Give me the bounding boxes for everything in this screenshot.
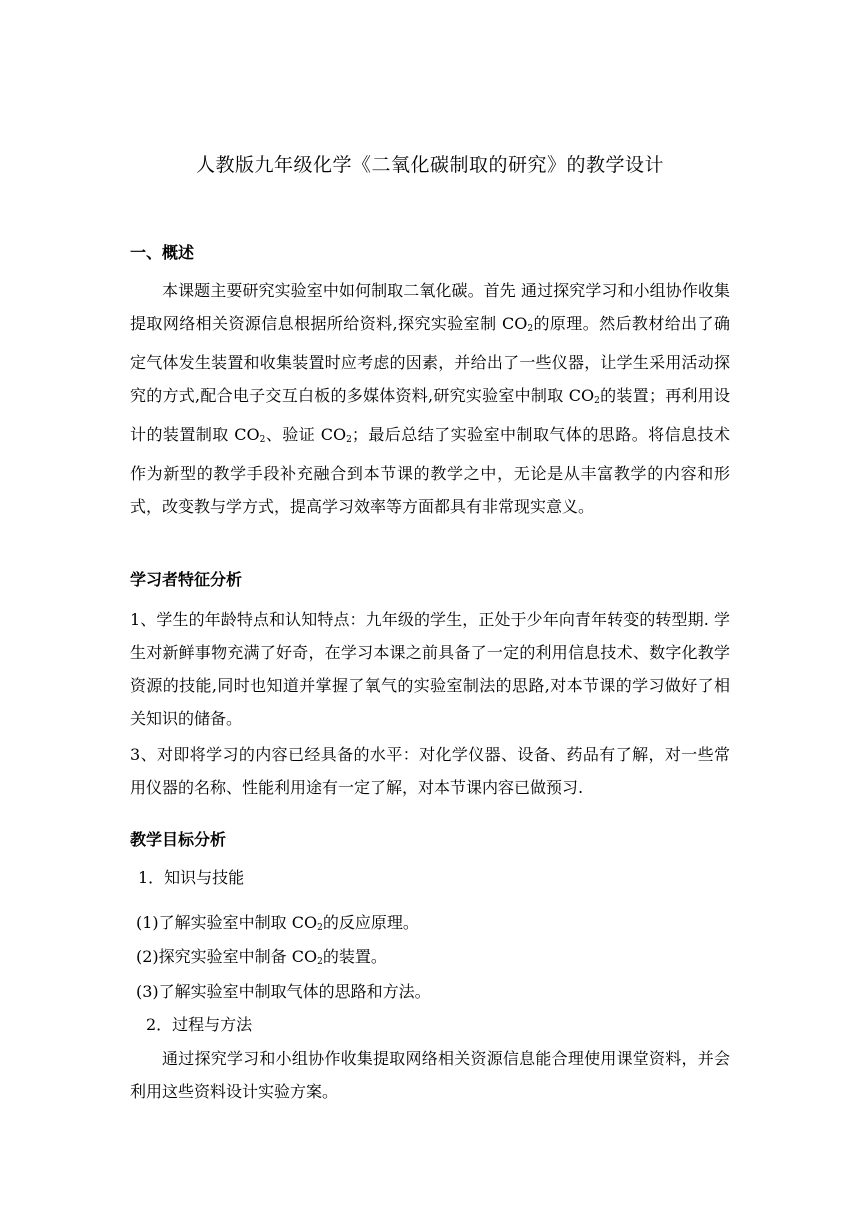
subscript: 2: [317, 957, 323, 967]
objective-subheading-knowledge: 1．知识与技能: [138, 868, 245, 887]
document-title: 人教版九年级化学《二氧化碳制取的研究》的教学设计: [195, 154, 664, 176]
subscript: 2: [527, 324, 534, 334]
objective-item-1-text-end: 的反应原理。: [322, 913, 419, 932]
overview-text-2: 的原理。然后教材给出了确定气体发生装置和收集装置时应考虑的因素，并给出了一些仪器，让学生采用活动探究的方式,配合电子交互白板的多媒体资料,研究实验室中制取 CO: [130, 314, 730, 405]
objective-item-2: [136, 944, 387, 967]
objective-item-3: (3)了解实验室中制取气体的思路和方法。: [136, 982, 431, 1001]
process-paragraph: 通过探究学习和小组协作收集提取网络相关资源信息能合理使用课堂资料，并会利用这些资料设计实验方案。: [130, 1049, 730, 1101]
section-heading-learner-analysis: 学习者特征分析: [130, 570, 243, 589]
subscript: 2: [317, 923, 323, 933]
subscript: 2: [259, 435, 266, 445]
section-heading-overview: 一、概述: [130, 243, 195, 262]
overview-text-3: 的装置；再利用设计的装置制取 CO: [130, 386, 730, 444]
overview-paragraph: [130, 274, 730, 523]
subscript: 2: [594, 396, 600, 406]
objective-item-2-text-end: 的装置。: [322, 947, 387, 966]
overview-text-5: ；最后总结了实验室中制取气体的思路。将信息技术作为新型的教学手段补充融合到本节课的教学之中，无论是从丰富教学的内容和形式，改变教与学方式，提高学习效率等方面都具有非常现实意义。: [130, 425, 730, 516]
objective-item-1-text: (1)了解实验室中制取 CO: [136, 913, 318, 932]
overview-text-1: 本课题主要研究实验室中如何制取二氧化碳。首先 通过探究学习和小组协作收集提取网络相关资源信息根据所给资料,探究实验室制 CO: [130, 281, 730, 333]
learner-item-3: 3、对即将学习的内容已经具备的水平：对化学仪器、设备、药品有了解，对一些常用仪器的名称、性能利用途有一定了解，对本节课内容已做预习.: [130, 745, 730, 797]
learner-item-1: 1、学生的年龄特点和认知特点：九年级的学生，正处于少年向青年转变的转型期. 学生对新鲜事物充满了好奇，在学习本课之前具备了一定的利用信息技术、数字化教学资源的技能,同时也知道并掌握了氧气的实验室制法的思路,对本节课的学习做好了相关知识的储备。: [130, 610, 730, 728]
overview-text-4: 、验证 CO: [265, 425, 347, 444]
objective-subheading-process: 2．过程与方法: [146, 1015, 253, 1034]
subscript: 2: [346, 435, 352, 445]
objective-item-1: [136, 910, 419, 933]
section-heading-objectives: 教学目标分析: [130, 830, 227, 849]
objective-item-2-text: (2)探究实验室中制备 CO: [136, 947, 318, 966]
